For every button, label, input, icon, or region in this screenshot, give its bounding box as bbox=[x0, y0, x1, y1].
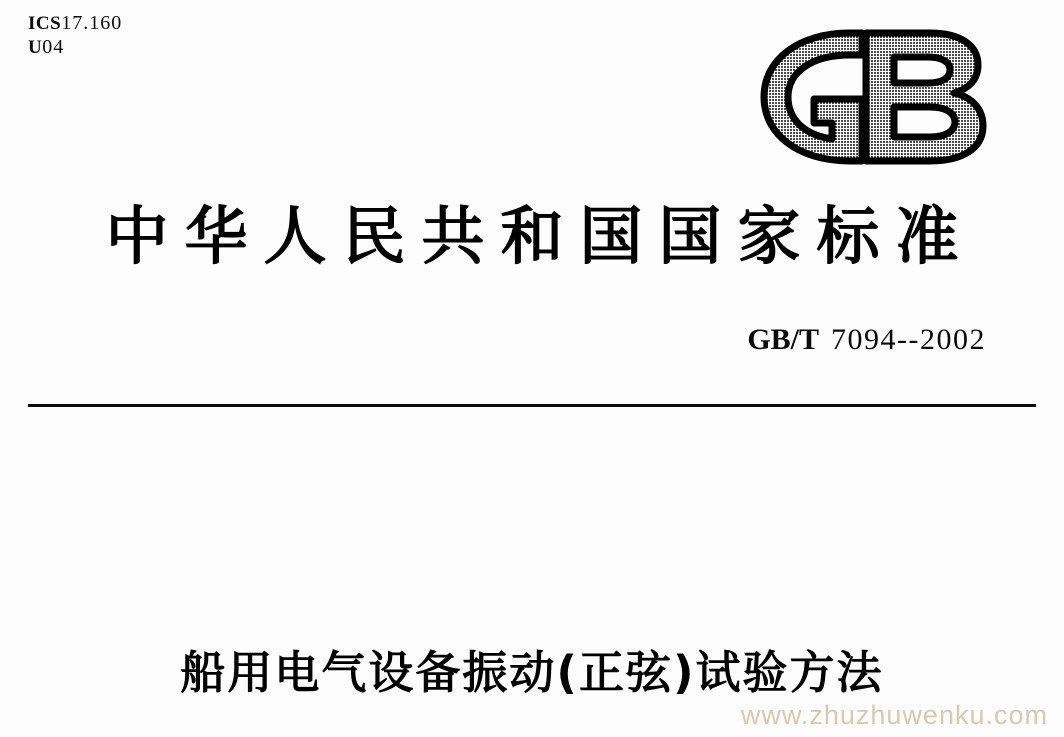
standard-number-prefix: GB/T bbox=[747, 323, 820, 356]
document-subject-title: 船用电气设备振动(正弦)试验方法 bbox=[180, 646, 884, 699]
gb-logo bbox=[754, 27, 990, 167]
ics-label: ICS bbox=[28, 13, 62, 34]
ics-block bbox=[28, 12, 122, 59]
ics-value: 17.160 bbox=[61, 12, 123, 34]
standard-number-value: 7094--2002 bbox=[831, 323, 986, 356]
standard-number bbox=[747, 323, 986, 357]
watermark: www.zhuzhuwenku.com bbox=[740, 700, 1048, 730]
ics-line bbox=[28, 12, 122, 36]
classification-line bbox=[28, 36, 122, 60]
classification-value: 04 bbox=[42, 35, 65, 58]
classification-label: U bbox=[28, 36, 43, 58]
page-title: 中华人民共和国国家标准 bbox=[105, 200, 975, 273]
divider bbox=[28, 404, 1036, 407]
